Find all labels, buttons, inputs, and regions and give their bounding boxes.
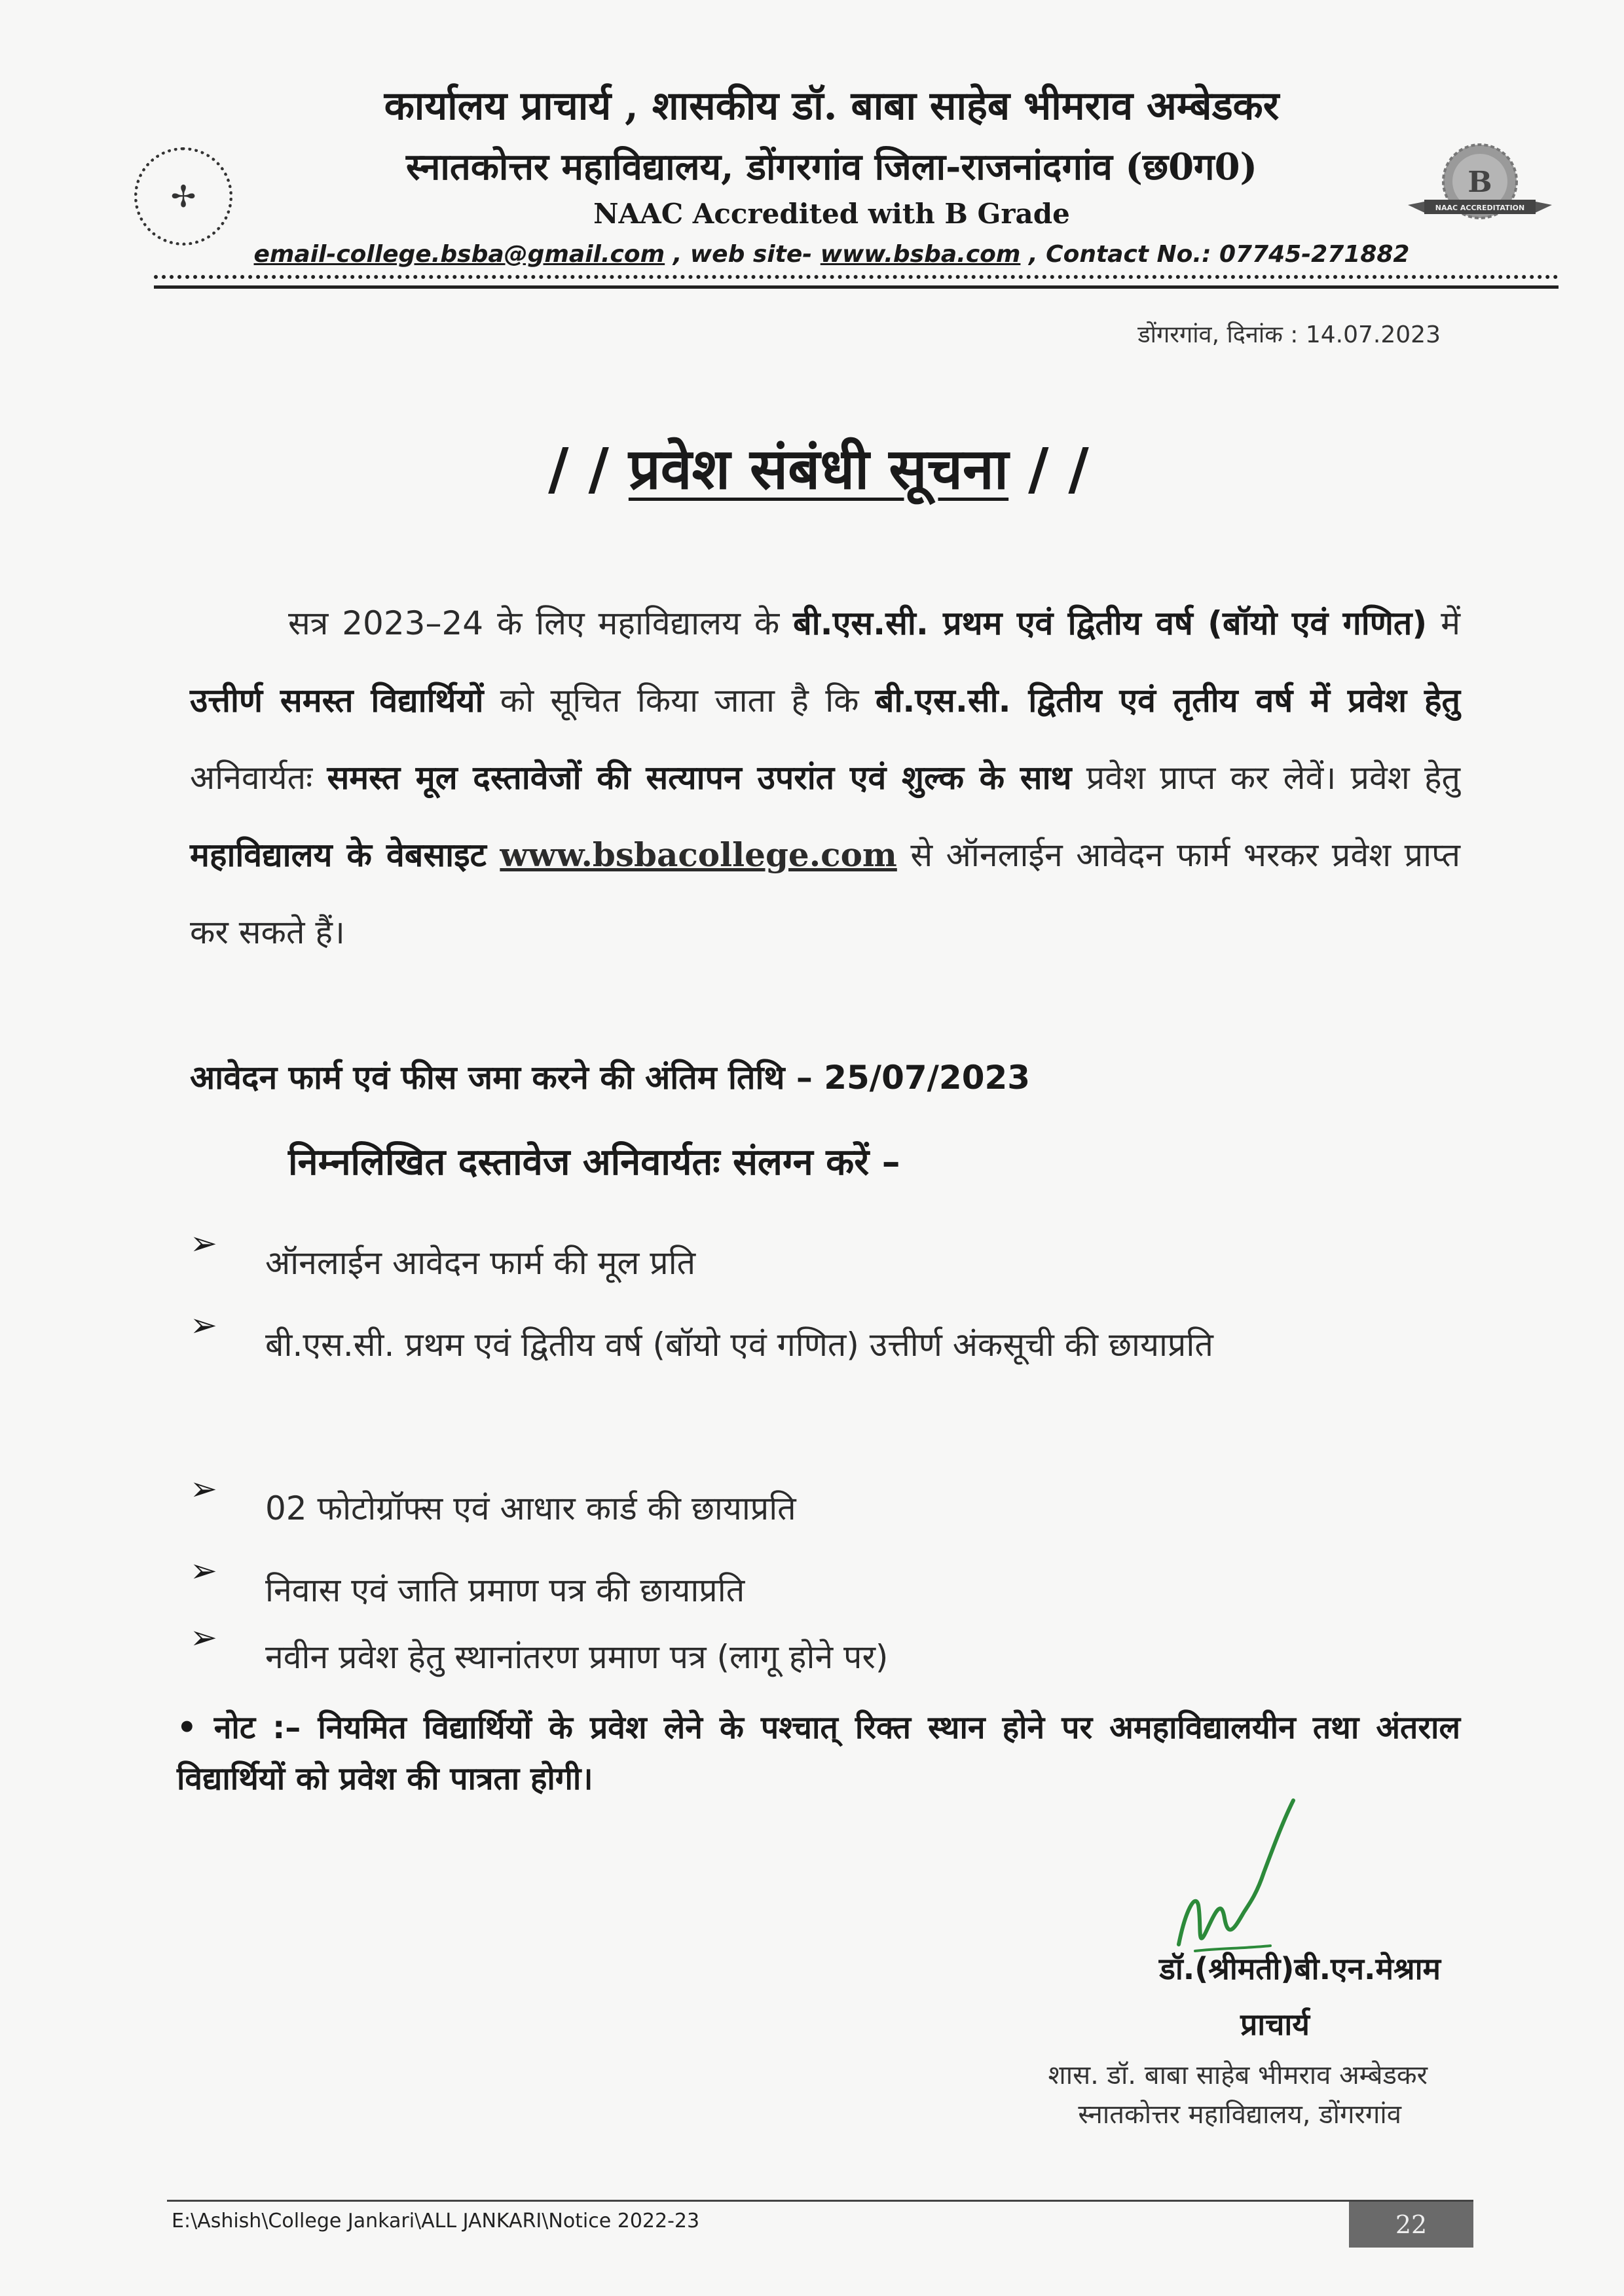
list-item-text: ऑनलाईन आवेदन फार्म की मूल प्रति bbox=[265, 1244, 696, 1282]
para-text: अनिवार्यतः bbox=[190, 759, 327, 797]
para-bold: उत्तीर्ण समस्त विद्यार्थियों bbox=[190, 682, 484, 720]
header-accreditation: NAAC Accredited with B Grade bbox=[593, 198, 1070, 230]
naac-badge-icon bbox=[1401, 141, 1559, 226]
title-suffix: / / bbox=[1008, 436, 1089, 502]
email-link[interactable]: email-college.bsba@gmail.com bbox=[253, 241, 665, 268]
para-text: को सूचित किया जाता है कि bbox=[483, 682, 876, 720]
contact-number: , Contact No.: 07745-271882 bbox=[1020, 241, 1410, 268]
para-bold: महाविद्यालय के वेबसाइट bbox=[190, 836, 487, 874]
website-label: , web site- bbox=[665, 241, 821, 268]
title-text: प्रवेश संबंधी सूचना bbox=[628, 436, 1009, 502]
note-text: • नोट :– नियमित विद्यार्थियों के प्रवेश लेने के पश्चात् रिक्त स्थान होने पर अमहाविद्यालयीन तथा अंतराल विद्यार्थियों को प्रवेश की पात्रता होगी। bbox=[177, 1709, 1460, 1797]
footer-divider bbox=[167, 2200, 1473, 2202]
list-item bbox=[190, 1552, 1460, 1629]
list-item-text: बी.एस.सी. प्रथम एवं द्वितीय वर्ष (बॉयो एवं गणित) उत्तीर्ण अंकसूची की छायाप्रति bbox=[265, 1326, 1213, 1364]
list-item bbox=[190, 1618, 1460, 1696]
notice-title bbox=[458, 429, 1179, 505]
list-item bbox=[190, 1224, 1460, 1302]
header-divider-solid bbox=[154, 285, 1559, 289]
date-line: डोंगरगांव, दिनांक : 14.07.2023 bbox=[1137, 321, 1441, 348]
arrow-bullet-icon: ➢ bbox=[190, 1470, 217, 1508]
header-office-line: कार्यालय प्राचार्य , शासकीय डॉ. बाबा साहेब भीमराव अम्बेडकर bbox=[384, 83, 1280, 129]
para-bold: बी.एस.सी. द्वितीय एवं तृतीय वर्ष में प्रवेश हेतु bbox=[875, 682, 1460, 720]
notice-paragraph bbox=[190, 585, 1460, 971]
header-divider-dotted bbox=[154, 275, 1559, 279]
header-college-line: स्नातकोत्तर महाविद्यालय, डोंगरगांव जिला-राजनांदगांव (छ0ग0) bbox=[405, 145, 1258, 189]
signatory-org-line2: स्नातकोत्तर महाविद्यालय, डोंगरगांव bbox=[1078, 2100, 1401, 2130]
footer-file-path: E:\Ashish\College Jankari\ALL JANKARI\Notice 2022-23 bbox=[172, 2210, 700, 2232]
para-bold: समस्त मूल दस्तावेजों की सत्यापन उपरांत एवं शुल्क के साथ bbox=[327, 759, 1072, 797]
list-item-text: नवीन प्रवेश हेतु स्थानांतरण प्रमाण पत्र (लागू होने पर) bbox=[265, 1638, 889, 1676]
para-text: सत्र 2023–24 के लिए महाविद्यालय के bbox=[288, 604, 794, 642]
para-bold: बी.एस.सी. प्रथम एवं द्वितीय वर्ष (बॉयो एवं गणित) bbox=[793, 604, 1428, 642]
naac-badge-text: NAAC ACCREDITATION bbox=[1435, 204, 1525, 212]
naac-grade: B bbox=[1467, 166, 1492, 199]
list-item-text: निवास एवं जाति प्रमाण पत्र की छायाप्रति bbox=[265, 1571, 745, 1609]
signatory-designation: प्राचार्य bbox=[1240, 2007, 1310, 2042]
arrow-bullet-icon: ➢ bbox=[190, 1306, 217, 1344]
title-prefix: / / bbox=[548, 436, 629, 502]
college-website-link[interactable]: www.bsbacollege.com bbox=[500, 835, 897, 874]
para-text: में bbox=[1427, 604, 1460, 642]
deadline-line: आवेदन फार्म एवं फीस जमा करने की अंतिम तिथि – 25/07/2023 bbox=[190, 1059, 1031, 1097]
list-item-text: 02 फोटोग्रॉफ्स एवं आधार कार्ड की छायाप्रति bbox=[265, 1489, 796, 1527]
signatory-org-line1: शास. डॉ. बाबा साहेब भीमराव अम्बेडकर bbox=[1048, 2060, 1428, 2090]
arrow-bullet-icon: ➢ bbox=[190, 1224, 217, 1262]
header-contact-line bbox=[216, 241, 1447, 268]
requirements-heading: निम्नलिखित दस्तावेज अनिवार्यतः संलग्न करें – bbox=[288, 1141, 900, 1184]
list-item bbox=[190, 1470, 1460, 1547]
signatory-name: डॉ.(श्रीमती)बी.एन.मेश्राम bbox=[1159, 1951, 1441, 1986]
list-item bbox=[190, 1306, 1460, 1461]
website-link[interactable]: www.bsba.com bbox=[820, 241, 1021, 268]
arrow-bullet-icon: ➢ bbox=[190, 1618, 217, 1656]
para-text: प्रवेश प्राप्त कर लेवें। प्रवेश हेतु bbox=[1071, 759, 1460, 797]
para-text: से ऑनलाईन आवेदन फार्म भरकर प्रवेश प्राप्त कर सकते हैं। bbox=[190, 836, 1460, 951]
college-seal-icon: ✢ bbox=[134, 147, 232, 246]
page-number: 22 bbox=[1349, 2202, 1473, 2248]
arrow-bullet-icon: ➢ bbox=[190, 1552, 217, 1590]
